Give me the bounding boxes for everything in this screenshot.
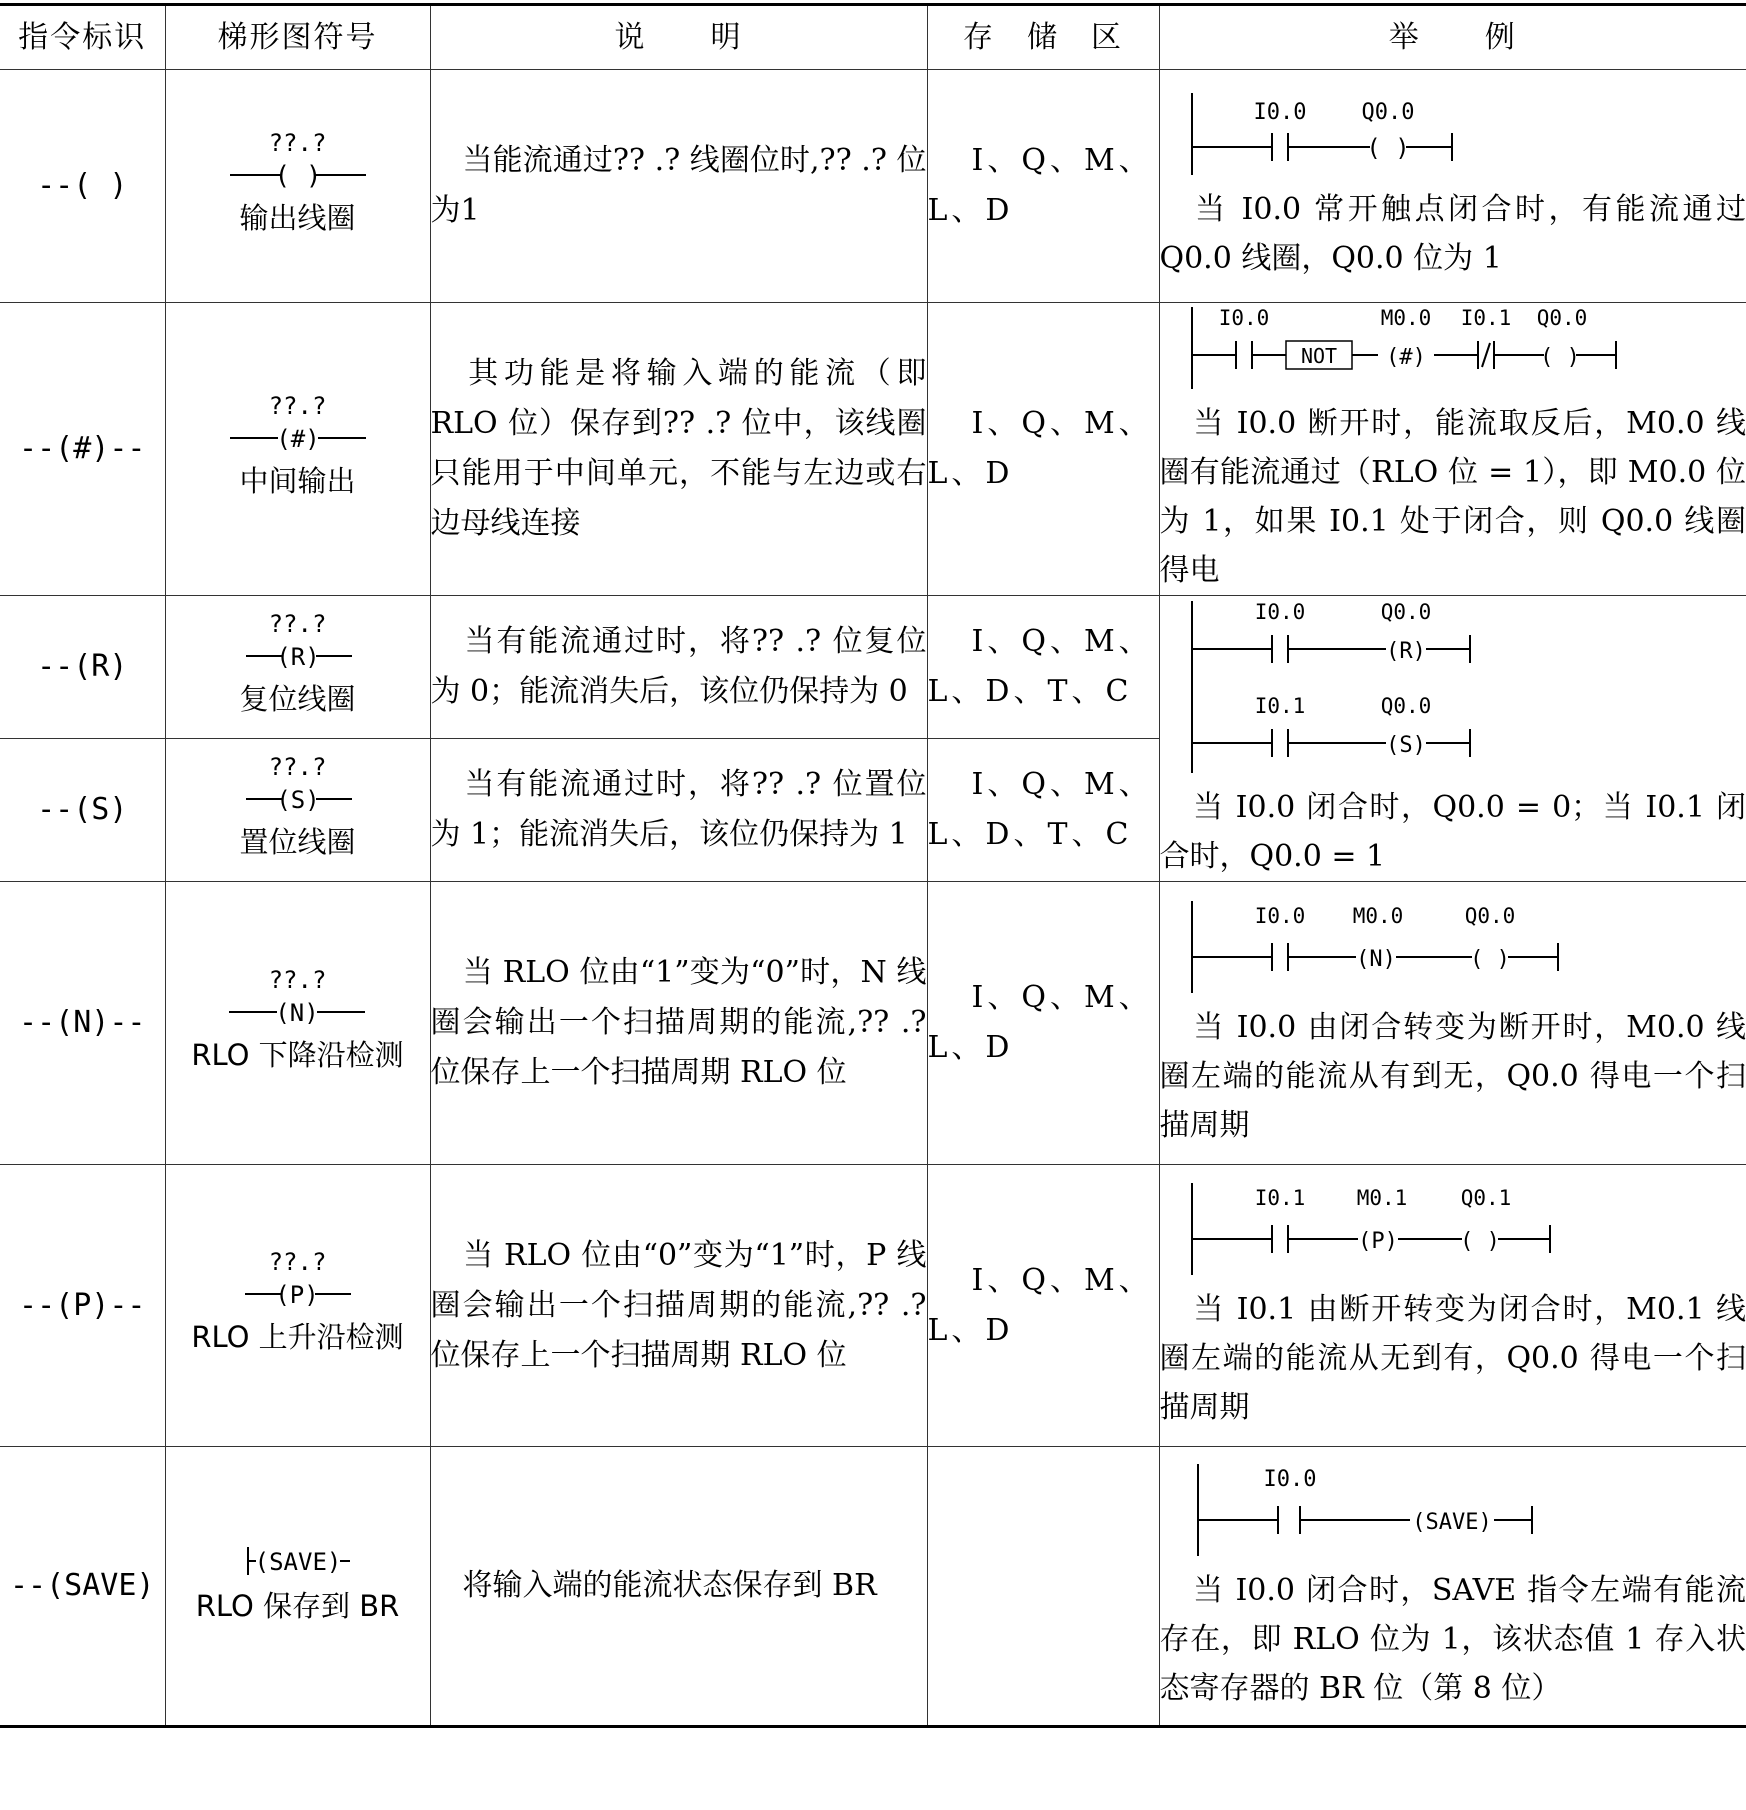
svg-text:I0.1: I0.1 bbox=[1254, 1186, 1305, 1210]
svg-text:(R): (R) bbox=[1385, 638, 1426, 664]
table-row-positive-edge bbox=[0, 1165, 1746, 1447]
symbol-address: ??.? bbox=[268, 128, 327, 157]
ladder-symbol-cell bbox=[165, 596, 430, 739]
ladder-diagram-example bbox=[1160, 303, 1715, 393]
coil-glyph: (R) bbox=[275, 642, 320, 671]
description-text: 当 RLO 位由“1”变为“0”时，N 线圈会输出一个扫描周期的能流,?? .? 位保存上一个扫描周期 RLO 位 bbox=[430, 955, 927, 1090]
description-cell bbox=[430, 882, 927, 1165]
description-cell bbox=[430, 303, 927, 596]
storage-area-text: I、Q、M、L、D bbox=[927, 143, 1153, 228]
ladder-symbol-cell bbox=[165, 303, 430, 596]
svg-text:(#): (#) bbox=[1385, 345, 1426, 370]
example-text-block bbox=[1160, 783, 1746, 881]
storage-area-cell bbox=[927, 1447, 1159, 1727]
symbol-label: 复位线圈 bbox=[239, 681, 356, 716]
example-cell bbox=[1159, 303, 1746, 596]
reset-coil-symbol bbox=[228, 638, 368, 674]
instruction-id: --(SAVE) bbox=[0, 1447, 165, 1727]
storage-area-text: I、Q、M、L、D bbox=[927, 980, 1153, 1065]
description-text: 当能流通过?? .? 线圈位时,?? .? 位为1 bbox=[430, 143, 927, 228]
save-coil-symbol bbox=[218, 1541, 378, 1581]
coil-glyph: (P) bbox=[275, 1281, 320, 1309]
symbol-label: RLO 保存到 BR bbox=[195, 1588, 400, 1623]
symbol-address: ??.? bbox=[268, 609, 327, 638]
description-cell bbox=[430, 596, 927, 739]
svg-text:Q0.0: Q0.0 bbox=[1464, 903, 1515, 928]
storage-area-cell bbox=[927, 739, 1159, 882]
instruction-id: --(P)-- bbox=[0, 1165, 165, 1447]
header-symbol: 梯形图符号 bbox=[165, 5, 430, 70]
storage-area-text: I、Q、M、L、D、T、C bbox=[927, 624, 1153, 709]
example-cell bbox=[1159, 1165, 1746, 1447]
example-cell bbox=[1159, 70, 1746, 303]
example-text-block bbox=[1160, 1003, 1746, 1150]
storage-area-cell bbox=[927, 303, 1159, 596]
instruction-id: --(N)-- bbox=[0, 882, 165, 1165]
symbol-address: ??.? bbox=[268, 391, 327, 420]
instruction-id: --(R) bbox=[0, 596, 165, 739]
description-cell bbox=[430, 1165, 927, 1447]
svg-text:M0.0: M0.0 bbox=[1352, 903, 1403, 928]
table-row-save bbox=[0, 1447, 1746, 1727]
example-text: 当 I0.0 常开触点闭合时，有能流通过 Q0.0 线圈，Q0.0 位为 1 bbox=[1159, 192, 1746, 276]
example-text: 当 I0.1 由断开转变为闭合时，M0.1 线圈左端的能流从无到有，Q0.0 得电一个扫描周期 bbox=[1159, 1292, 1746, 1425]
svg-text:(SAVE): (SAVE) bbox=[1411, 1509, 1492, 1535]
table-row-reset-coil bbox=[0, 596, 1746, 739]
storage-area-text: I、Q、M、L、D bbox=[927, 1262, 1153, 1348]
svg-text:Q0.0: Q0.0 bbox=[1380, 599, 1431, 624]
svg-text:M0.0: M0.0 bbox=[1380, 306, 1431, 330]
example-cell bbox=[1159, 1447, 1746, 1727]
svg-text:I0.1: I0.1 bbox=[1460, 306, 1511, 330]
svg-text:I0.1: I0.1 bbox=[1254, 693, 1305, 718]
storage-area-text: I、Q、M、L、D、T、C bbox=[927, 767, 1153, 852]
symbol-label: 中间输出 bbox=[239, 463, 356, 498]
instruction-table bbox=[0, 3, 1746, 1728]
symbol-address: ??.? bbox=[268, 965, 327, 994]
svg-text:(S): (S) bbox=[1385, 732, 1426, 758]
svg-text:( ): ( ) bbox=[1469, 946, 1510, 972]
ladder-symbol-cell bbox=[165, 739, 430, 882]
svg-text:( ): ( ) bbox=[1539, 345, 1580, 370]
svg-text:( ): ( ) bbox=[1459, 1229, 1500, 1254]
coil-glyph: (S) bbox=[275, 785, 320, 814]
ladder-symbol-cell bbox=[165, 882, 430, 1165]
midline-coil-symbol bbox=[228, 420, 368, 456]
contact-label: I0.0 bbox=[1253, 100, 1306, 125]
example-text: 当 I0.0 闭合时，Q0.0 = 0；当 I0.1 闭合时，Q0.0 = 1 bbox=[1159, 789, 1746, 874]
example-text-block bbox=[1160, 399, 1746, 595]
svg-text:I0.0: I0.0 bbox=[1263, 1466, 1316, 1492]
svg-text:Q0.0: Q0.0 bbox=[1380, 693, 1431, 718]
storage-area-cell bbox=[927, 1165, 1159, 1447]
example-text: 当 I0.0 断开时，能流取反后，M0.0 线圈有能流通过（RLO 位 = 1），即 M0.0 位为 1，如果 I0.1 处于闭合，则 Q0.0 线圈得电 bbox=[1159, 406, 1746, 588]
instruction-id: --(S) bbox=[0, 739, 165, 882]
symbol-label: 置位线圈 bbox=[239, 824, 356, 859]
table-row-negative-edge bbox=[0, 882, 1746, 1165]
svg-text:M0.1: M0.1 bbox=[1356, 1186, 1407, 1210]
svg-text:I0.0: I0.0 bbox=[1254, 599, 1305, 624]
description-text: 当有能流通过时，将?? .? 位置位为 1；能流消失后，该位仍保持为 1 bbox=[430, 767, 927, 852]
storage-area-cell bbox=[927, 596, 1159, 739]
ladder-symbol-cell bbox=[165, 70, 430, 303]
example-text: 当 I0.0 由闭合转变为断开时，M0.0 线圈左端的能流从有到无，Q0.0 得电一个扫描周期 bbox=[1159, 1009, 1746, 1143]
example-text-block bbox=[1160, 185, 1746, 283]
svg-text:I0.0: I0.0 bbox=[1218, 306, 1269, 330]
description-text: 当有能流通过时，将?? .? 位复位为 0；能流消失后，该位仍保持为 0 bbox=[430, 624, 927, 709]
svg-text:( ): ( ) bbox=[1365, 134, 1410, 162]
instruction-id: --(#)-- bbox=[0, 303, 165, 596]
header-description: 说 明 bbox=[430, 5, 927, 70]
positive-edge-symbol bbox=[227, 1276, 367, 1312]
svg-text:Q0.0: Q0.0 bbox=[1536, 306, 1587, 330]
ladder-diagram-example bbox=[1160, 1460, 1715, 1560]
coil-label: Q0.0 bbox=[1361, 100, 1414, 125]
header-storage-area: 存 储 区 bbox=[927, 5, 1159, 70]
coil-glyph: ( ) bbox=[274, 160, 321, 191]
description-cell bbox=[430, 1447, 927, 1727]
description-cell bbox=[430, 70, 927, 303]
set-coil-symbol bbox=[228, 781, 368, 817]
coil-glyph: (#) bbox=[275, 424, 320, 453]
symbol-address: ??.? bbox=[268, 1248, 327, 1276]
example-cell bbox=[1159, 882, 1746, 1165]
storage-area-text: I、Q、M、L、D bbox=[927, 406, 1153, 491]
not-box-label: NOT bbox=[1300, 344, 1337, 368]
ladder-symbol-cell bbox=[165, 1447, 430, 1727]
symbol-address: ??.? bbox=[268, 752, 327, 781]
example-text: 当 I0.0 闭合时，SAVE 指令左端有能流存在，即 RLO 位为 1，该状态值 1 存入状态寄存器的 BR 位（第 8 位） bbox=[1159, 1572, 1746, 1706]
coil-glyph: (N) bbox=[275, 998, 320, 1027]
table-row-midline-output bbox=[0, 303, 1746, 596]
symbol-label: RLO 下降沿检测 bbox=[191, 1037, 404, 1072]
ladder-diagram-example-set-reset bbox=[1160, 597, 1715, 777]
svg-text:I0.0: I0.0 bbox=[1254, 903, 1305, 928]
ladder-diagram-example bbox=[1160, 1179, 1715, 1279]
svg-text:Q0.1: Q0.1 bbox=[1460, 1186, 1511, 1210]
example-text-block bbox=[1160, 1285, 1746, 1432]
ladder-diagram-example bbox=[1160, 897, 1715, 997]
ladder-symbol-cell bbox=[165, 1165, 430, 1447]
output-coil-symbol bbox=[228, 157, 368, 193]
storage-area-cell bbox=[927, 70, 1159, 303]
table-row-output-coil bbox=[0, 70, 1746, 303]
header-id: 指令标识 bbox=[0, 5, 165, 70]
description-cell bbox=[430, 739, 927, 882]
ladder-diagram-example bbox=[1160, 89, 1715, 179]
instruction-id: --( ) bbox=[0, 70, 165, 303]
storage-area-cell bbox=[927, 882, 1159, 1165]
description-text: 当 RLO 位由“0”变为“1”时，P 线圈会输出一个扫描周期的能流,?? .? 位保存上一个扫描周期 RLO 位 bbox=[430, 1237, 927, 1373]
description-text: 将输入端的能流状态保存到 BR bbox=[462, 1568, 877, 1603]
header-example: 举 例 bbox=[1159, 5, 1746, 70]
svg-text:(N): (N) bbox=[1355, 946, 1396, 972]
negative-edge-symbol bbox=[227, 994, 367, 1030]
svg-text:(P): (P) bbox=[1357, 1229, 1398, 1254]
coil-glyph: (SAVE) bbox=[254, 1547, 341, 1576]
description-text: 其功能是将输入端的能流（即 RLO 位）保存到?? .? 位中，该线圈只能用于中间单元，不能与左边或右边母线连接 bbox=[430, 356, 927, 541]
symbol-label: RLO 上升沿检测 bbox=[191, 1320, 404, 1354]
symbol-label: 输出线圈 bbox=[239, 200, 356, 235]
header-row bbox=[0, 5, 1746, 70]
example-text-block bbox=[1160, 1566, 1746, 1713]
example-cell-set-reset bbox=[1159, 596, 1746, 882]
